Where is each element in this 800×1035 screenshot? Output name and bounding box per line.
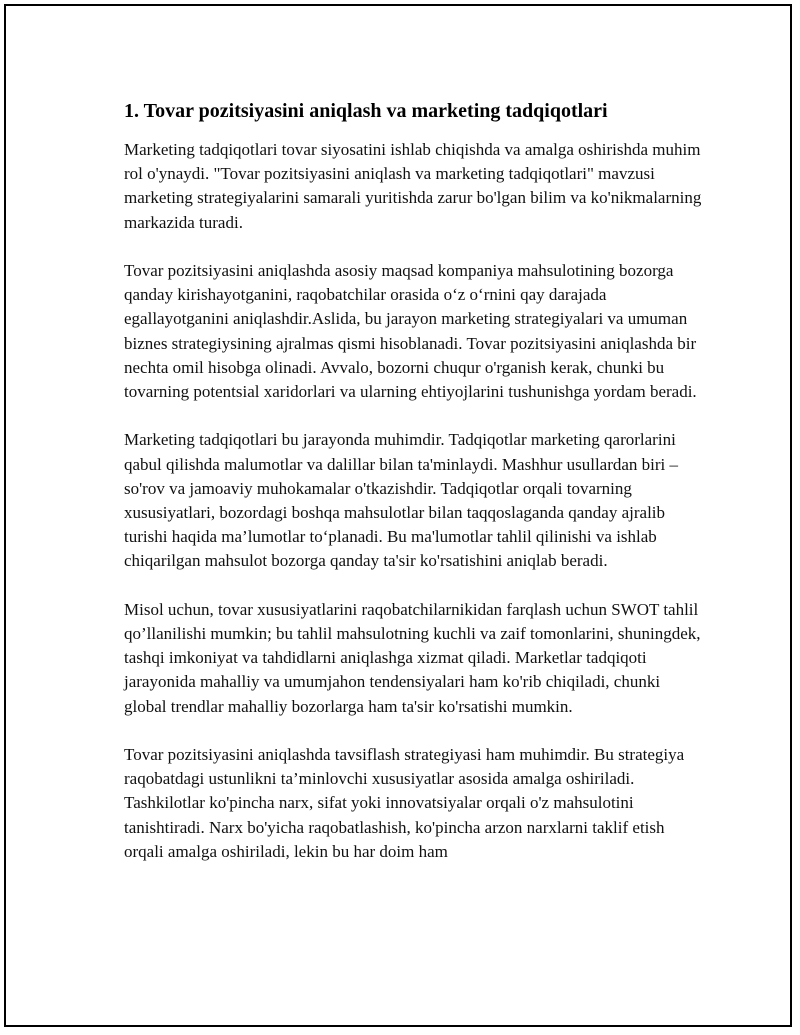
paragraph: Tovar pozitsiyasini aniqlashda tavsiflash strategiyasi ham muhimdir. Bu strategiya raqobatdagi ustunlikni ta’minlovchi xususiyatlar asosida amalga oshiriladi. Tashkilotlar ko'pincha narx, sifat yoki innovatsiyalar orqali o'z mahsulotini tanishtiradi. Narx bo'yicha raqobatlashish, ko'pincha arzon narxlarni taklif etish orqali amalga oshiriladi, lekin bu har doim ham	[124, 745, 685, 861]
document-body	[124, 98, 704, 888]
document-title: 1. Tovar pozitsiyasini aniqlash va marketing tadqiqotlari	[124, 100, 608, 122]
paragraph: Misol uchun, tovar xususiyatlarini raqobatchilarnikidan farqlash uchun SWOT tahlil qo’llanilishi mumkin; bu tahlil mahsulotning kuchli va zaif tomonlarini, shuningdek, tashqi imkoniyat va tahdidlarni aniqlashga xizmat qiladi. Marketlar tadqiqoti jarayonida mahalliy va umumjahon tendensiyalari ham ko'rib chiqiladi, chunki global trendlar mahalliy bozorlarga ham ta'sir ko'rsatishi mumkin.	[124, 599, 701, 716]
paragraph: Tovar pozitsiyasini aniqlashda asosiy maqsad kompaniya mahsulotining bozorga qanday kirishayotganini, raqobatchilar orasida o‘z o‘rnini qay darajada egallayotganini aniqlashdir.Aslida, bu jarayon marketing strategiyalari va umuman biznes strategiysining ajralmas qismi hisoblanadi. Tovar pozitsiyasini aniqlashda bir nechta omil hisobga olinadi. Avvalo, bozorni chuqur o'rganish kerak, chunki bu tovarning potentsial xaridorlari va ularning ehtiyojlarini tushunishga yordam beradi.	[124, 261, 697, 402]
paragraph: Marketing tadqiqotlari bu jarayonda muhimdir. Tadqiqotlar marketing qarorlarini qabul qilishda malumotlar va dalillar bilan ta'minlaydi. Mashhur usullardan biri – so'rov va jamoaviy muhokamalar o'tkazishdir. Tadqiqotlar orqali tovarning xususiyatlari, bozordagi boshqa mahsulotlar bilan taqqoslaganda qanday ajralib turishi haqida ma’lumotlar to‘planadi. Bu ma'lumotlar tahlil qilinishi va ishlab chiqarilgan mahsulot bozorga qanday ta'sir ko'rsatishini aniqlab beradi.	[124, 430, 679, 571]
page-frame	[4, 4, 792, 1027]
paragraph: Marketing tadqiqotlari tovar siyosatini ishlab chiqishda va amalga oshirishda muhim rol o'ynaydi. "Tovar pozitsiyasini aniqlash va marketing tadqiqotlari" mavzusi marketing strategiyalarini samarali yuritishda zarur bo'lgan bilim va ko'nikmalarning markazida turadi.	[124, 140, 702, 232]
